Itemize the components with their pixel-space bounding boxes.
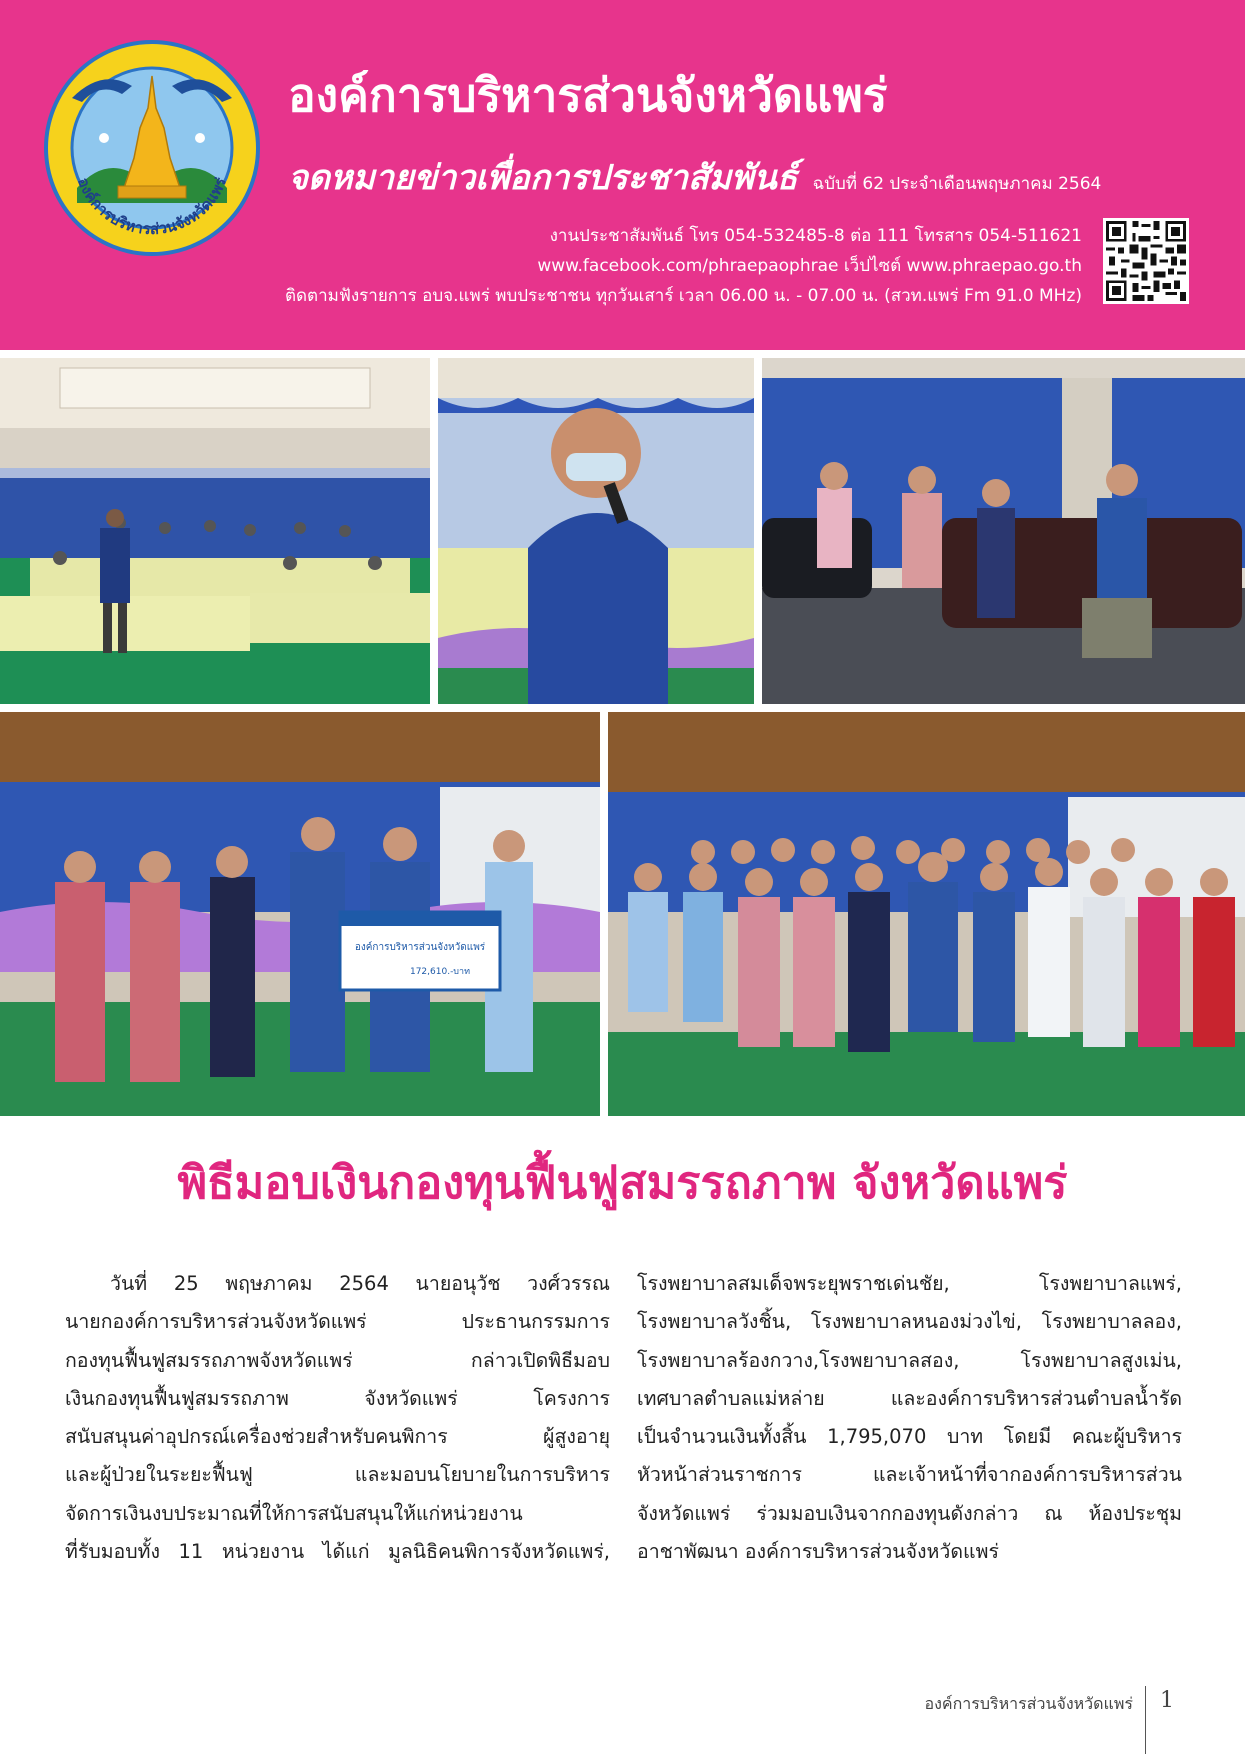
cheque-amount: 172,610.-บาท <box>409 967 471 977</box>
body-line: จังหวัดแพร่ ร่วมมอบเงินจากกองทุนดังกล่าว ณ ห้องประชุม <box>637 1501 1182 1525</box>
body-line: โรงพยาบาลวังชิ้น, โรงพยาบาลหนองม่วงไข่, โรงพยาบาลลอง, <box>637 1310 1182 1334</box>
article-column-right <box>637 1265 1182 1571</box>
body-line: สนับสนุนค่าอุปกรณ์เครื่องช่วยสำหรับคนพิการ ผู้สูงอายุ <box>65 1425 610 1449</box>
body-line: นายกองค์การบริหารส่วนจังหวัดแพร่ ประธานกรรมการ <box>65 1310 610 1334</box>
contact-web: www.facebook.com/phraepaophrae เว็ปไซต์ www.phraepao.go.th <box>537 256 1082 276</box>
photo-cheque-handover <box>0 712 600 1116</box>
article-column-left <box>65 1265 610 1571</box>
photo-speaker <box>438 358 754 704</box>
body-line: เทศบาลตำบลแม่หล่าย และองค์การบริหารส่วนตำบลน้ำรัด <box>637 1386 1182 1410</box>
body-line: วันที่ 25 พฤษภาคม 2564 นายอนุวัช วงศ์วรรณ <box>110 1272 610 1295</box>
article-headline: พิธีมอบเงินกองทุนฟื้นฟูสมรรถภาพ จังหวัดแพร่ <box>177 1156 1068 1209</box>
newsletter-title: จดหมายข่าวเพื่อการประชาสัมพันธ์ <box>288 158 798 198</box>
body-line: เป็นจำนวนเงินทั้งสิ้น 1,795,070 บาท โดยมี คณะผู้บริหาร <box>637 1425 1182 1449</box>
contact-radio: ติดตามฟังรายการ อบจ.แพร่ พบประชาชน ทุกวันเสาร์ เวลา 06.00 น. - 07.00 น. (สวท.แพร่ Fm 91.0 MHz) <box>284 286 1082 306</box>
cheque-payee: องค์การบริหารส่วนจังหวัดแพร่ <box>354 942 486 953</box>
body-line: เงินกองทุนฟื้นฟูสมรรถภาพ จังหวัดแพร่ โครงการ <box>65 1386 610 1410</box>
photo-group <box>608 712 1245 1116</box>
footer-divider <box>1145 1686 1146 1754</box>
org-title: องค์การบริหารส่วนจังหวัดแพร่ <box>288 68 888 122</box>
body-line: กองทุนฟื้นฟูสมรรถภาพจังหวัดแพร่ กล่าวเปิดพิธีมอบ <box>65 1348 610 1372</box>
body-line: และผู้ป่วยในระยะฟื้นฟู และมอบนโยบายในการบริหาร <box>65 1463 610 1487</box>
pao-logo <box>42 38 262 258</box>
body-line: ที่รับมอบทั้ง 11 หน่วยงาน ได้แก่ มูลนิธิคนพิการจังหวัดแพร่, <box>65 1540 610 1564</box>
contact-phone: งานประชาสัมพันธ์ โทร 054-532485-8 ต่อ 111 โทรสาร 054-511621 <box>549 226 1082 246</box>
body-line: อาชาพัฒนา องค์การบริหารส่วนจังหวัดแพร่ <box>637 1540 999 1564</box>
photo-meeting-hall <box>0 358 430 704</box>
body-line: โรงพยาบาลสมเด็จพระยุพราชเด่นชัย, โรงพยาบาลแพร่, <box>637 1272 1182 1295</box>
newsletter-line <box>288 150 1101 204</box>
footer-org-name: องค์การบริหารส่วนจังหวัดแพร่ <box>924 1694 1133 1713</box>
qr-code-icon <box>1103 218 1189 304</box>
body-line: หัวหน้าส่วนราชการ และเจ้าหน้าที่จากองค์การบริหารส่วน <box>637 1463 1182 1487</box>
header-banner <box>0 0 1245 350</box>
page-number: 1 <box>1160 1688 1174 1713</box>
body-line: จัดการเงินงบประมาณที่ให้การสนับสนุนให้แก่หน่วยงาน <box>65 1501 523 1525</box>
logo-text: องค์การบริหารส่วนจังหวัดแพร่ <box>73 175 231 239</box>
body-line: โรงพยาบาลร้องกวาง,โรงพยาบาลสอง, โรงพยาบาลสูงเม่น, <box>637 1348 1182 1372</box>
issue-number: ฉบับที่ 62 ประจำเดือนพฤษภาคม 2564 <box>812 174 1102 194</box>
photo-guests-seated <box>762 358 1245 704</box>
